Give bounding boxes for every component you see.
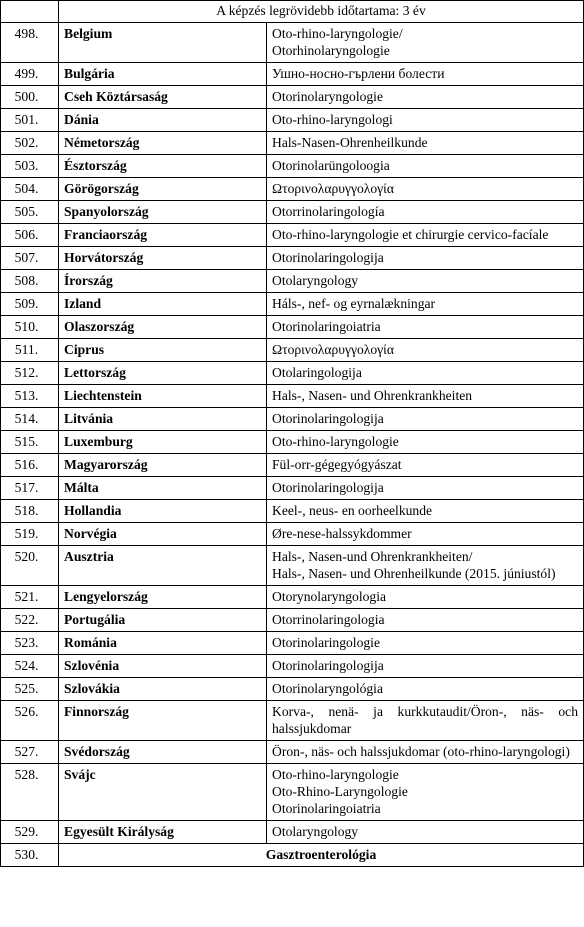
table-row xyxy=(1,23,584,63)
specialty-line: Otorinolaringologija xyxy=(272,411,384,426)
country-name: Franciaország xyxy=(59,224,267,247)
row-number: 505. xyxy=(1,201,59,224)
table-row xyxy=(1,385,584,408)
row-number: 525. xyxy=(1,678,59,701)
country-name: Izland xyxy=(59,293,267,316)
specialty-line: Oto-rhino-laryngologie/ xyxy=(272,26,403,41)
specialty-name xyxy=(267,523,584,546)
table-row xyxy=(1,546,584,586)
table-row xyxy=(1,339,584,362)
specialty-line: Ушно-носно-гърлени болести xyxy=(272,66,445,81)
table-row xyxy=(1,201,584,224)
row-number: 530. xyxy=(1,844,59,867)
specialty-line: Otorinolaringologija xyxy=(272,250,384,265)
specialty-line: Hals-, Nasen- und Ohrenkrankheiten xyxy=(272,388,473,403)
country-name: Írország xyxy=(59,270,267,293)
row-number: 506. xyxy=(1,224,59,247)
specialty-name xyxy=(267,385,584,408)
specialty-line: Keel-, neus- en oorheelkunde xyxy=(272,503,433,518)
specialty-line: Otolaringologija xyxy=(272,365,362,380)
table-row xyxy=(1,586,584,609)
specialty-name xyxy=(267,247,584,270)
table-row xyxy=(1,178,584,201)
specialty-name xyxy=(267,586,584,609)
country-name: Magyarország xyxy=(59,454,267,477)
training-duration-header: A képzés legrövidebb időtartama: 3 év xyxy=(59,1,584,23)
table-row xyxy=(1,523,584,546)
specialty-line: Oto-Rhino-Laryngologie xyxy=(272,784,408,799)
row-number: 521. xyxy=(1,586,59,609)
specialty-name xyxy=(267,293,584,316)
country-name: Dánia xyxy=(59,109,267,132)
table-row xyxy=(1,362,584,385)
specialty-line: Otorinolaringoiatria xyxy=(272,801,381,816)
specialty-line: Otorrinolaringología xyxy=(272,204,385,219)
table-row xyxy=(1,63,584,86)
table-row xyxy=(1,454,584,477)
country-name: Szlovákia xyxy=(59,678,267,701)
specialty-name xyxy=(267,609,584,632)
specialty-line: Ωτορινολαρυγγολογία xyxy=(272,181,394,196)
country-name: Ausztria xyxy=(59,546,267,586)
specialty-name xyxy=(267,678,584,701)
row-number: 511. xyxy=(1,339,59,362)
row-number: 504. xyxy=(1,178,59,201)
table-row xyxy=(1,132,584,155)
country-name: Ciprus xyxy=(59,339,267,362)
row-number: 503. xyxy=(1,155,59,178)
table-row xyxy=(1,655,584,678)
specialty-name xyxy=(267,178,584,201)
specialty-name xyxy=(267,270,584,293)
specialty-name xyxy=(267,155,584,178)
specialty-name xyxy=(267,339,584,362)
table-row xyxy=(1,678,584,701)
specialty-line: Oto-rhino-laryngologi xyxy=(272,112,393,127)
table-row xyxy=(1,247,584,270)
row-number: 529. xyxy=(1,821,59,844)
specialty-line: Oto-rhino-laryngologie xyxy=(272,434,399,449)
row-number: 500. xyxy=(1,86,59,109)
section-title: Gasztroenterológia xyxy=(59,844,584,867)
row-number: 509. xyxy=(1,293,59,316)
country-name: Németország xyxy=(59,132,267,155)
country-name: Spanyolország xyxy=(59,201,267,224)
header-empty-cell xyxy=(1,1,59,23)
specialty-name xyxy=(267,201,584,224)
specialty-name xyxy=(267,632,584,655)
row-number: 507. xyxy=(1,247,59,270)
table-row xyxy=(1,632,584,655)
table-row xyxy=(1,821,584,844)
specialty-line: Korva-, nenä- ja kurkkutaudit/Öron-, näs- och halssjukdomar xyxy=(272,704,579,736)
table-row xyxy=(1,431,584,454)
table-row xyxy=(1,609,584,632)
row-number: 499. xyxy=(1,63,59,86)
specialty-name xyxy=(267,821,584,844)
country-name: Finnország xyxy=(59,701,267,741)
specialty-line: Hals-Nasen-Ohrenheilkunde xyxy=(272,135,428,150)
specialty-line: Øre-nese-halssykdommer xyxy=(272,526,412,541)
specialty-line: Öron-, näs- och halssjukdomar (oto-rhino-laryngologi) xyxy=(272,744,570,759)
table-row xyxy=(1,316,584,339)
row-number: 498. xyxy=(1,23,59,63)
table-row xyxy=(1,408,584,431)
country-name: Hollandia xyxy=(59,500,267,523)
row-number: 502. xyxy=(1,132,59,155)
specialty-line: Háls-, nef- og eyrnalækningar xyxy=(272,296,436,311)
specialty-name xyxy=(267,764,584,821)
specialty-name xyxy=(267,546,584,586)
row-number: 512. xyxy=(1,362,59,385)
country-name: Litvánia xyxy=(59,408,267,431)
specialty-line: Ωτορινολαρυγγολογία xyxy=(272,342,394,357)
country-name: Görögország xyxy=(59,178,267,201)
row-number: 520. xyxy=(1,546,59,586)
country-name: Cseh Köztársaság xyxy=(59,86,267,109)
row-number: 523. xyxy=(1,632,59,655)
section-row xyxy=(1,844,584,867)
specialty-line: Otorinolaryngologie xyxy=(272,89,383,104)
specialty-line: Oto-rhino-laryngologie et chirurgie cervico-facíale xyxy=(272,227,549,242)
row-number: 514. xyxy=(1,408,59,431)
specialty-name xyxy=(267,23,584,63)
row-number: 510. xyxy=(1,316,59,339)
specialty-name xyxy=(267,741,584,764)
table-row xyxy=(1,701,584,741)
specialty-line: Hals-, Nasen-und Ohrenkrankheiten/ xyxy=(272,549,473,564)
row-number: 524. xyxy=(1,655,59,678)
specialty-line: Otorinolaringologie xyxy=(272,635,380,650)
country-name: Horvátország xyxy=(59,247,267,270)
specialty-name xyxy=(267,454,584,477)
country-name: Liechtenstein xyxy=(59,385,267,408)
table-row xyxy=(1,86,584,109)
specialty-name xyxy=(267,362,584,385)
specialty-line: Otorinolaryngológia xyxy=(272,681,383,696)
specialty-name xyxy=(267,655,584,678)
specialty-line: Hals-, Nasen- und Ohrenheilkunde (2015. júniustól) xyxy=(272,566,556,581)
specialty-line: Otorynolaryngologia xyxy=(272,589,387,604)
table-row xyxy=(1,270,584,293)
specialty-name xyxy=(267,408,584,431)
table-row xyxy=(1,741,584,764)
specialty-line: Fül-orr-gégegyógyászat xyxy=(272,457,402,472)
country-name: Svájc xyxy=(59,764,267,821)
country-name: Belgium xyxy=(59,23,267,63)
table-row xyxy=(1,155,584,178)
specialty-name xyxy=(267,431,584,454)
country-name: Norvégia xyxy=(59,523,267,546)
country-name: Olaszország xyxy=(59,316,267,339)
header-row xyxy=(1,1,584,23)
row-number: 519. xyxy=(1,523,59,546)
country-name: Észtország xyxy=(59,155,267,178)
specialty-line: Oto-rhino-laryngologie xyxy=(272,767,399,782)
row-number: 515. xyxy=(1,431,59,454)
specialty-name xyxy=(267,701,584,741)
specialty-line: Otorinolaringologija xyxy=(272,658,384,673)
specialty-line: Otorinolaringoiatria xyxy=(272,319,381,334)
specialty-name xyxy=(267,224,584,247)
row-number: 501. xyxy=(1,109,59,132)
row-number: 522. xyxy=(1,609,59,632)
specialty-line: Otolaryngology xyxy=(272,273,359,288)
specialty-line: Otorinolaringologija xyxy=(272,480,384,495)
row-number: 517. xyxy=(1,477,59,500)
specialty-name xyxy=(267,316,584,339)
country-name: Egyesült Királyság xyxy=(59,821,267,844)
table-row xyxy=(1,293,584,316)
table-row xyxy=(1,109,584,132)
row-number: 526. xyxy=(1,701,59,741)
country-name: Bulgária xyxy=(59,63,267,86)
country-name: Románia xyxy=(59,632,267,655)
specialty-line: Otorinolarüngoloogia xyxy=(272,158,390,173)
table-row xyxy=(1,224,584,247)
row-number: 528. xyxy=(1,764,59,821)
country-name: Lettország xyxy=(59,362,267,385)
table-row xyxy=(1,764,584,821)
row-number: 527. xyxy=(1,741,59,764)
specialty-name xyxy=(267,500,584,523)
specialty-name xyxy=(267,477,584,500)
specialty-line: Otorhinolaryngologie xyxy=(272,43,390,58)
country-name: Portugália xyxy=(59,609,267,632)
specialty-name xyxy=(267,63,584,86)
specialty-line: Otolaryngology xyxy=(272,824,359,839)
country-name: Lengyelország xyxy=(59,586,267,609)
country-name: Málta xyxy=(59,477,267,500)
country-name: Luxemburg xyxy=(59,431,267,454)
specialty-name xyxy=(267,86,584,109)
country-name: Szlovénia xyxy=(59,655,267,678)
specialty-name xyxy=(267,132,584,155)
specialty-line: Otorrinolaringologia xyxy=(272,612,385,627)
country-name: Svédország xyxy=(59,741,267,764)
table-row xyxy=(1,500,584,523)
table-row xyxy=(1,477,584,500)
row-number: 513. xyxy=(1,385,59,408)
specialty-name xyxy=(267,109,584,132)
row-number: 516. xyxy=(1,454,59,477)
row-number: 518. xyxy=(1,500,59,523)
row-number: 508. xyxy=(1,270,59,293)
